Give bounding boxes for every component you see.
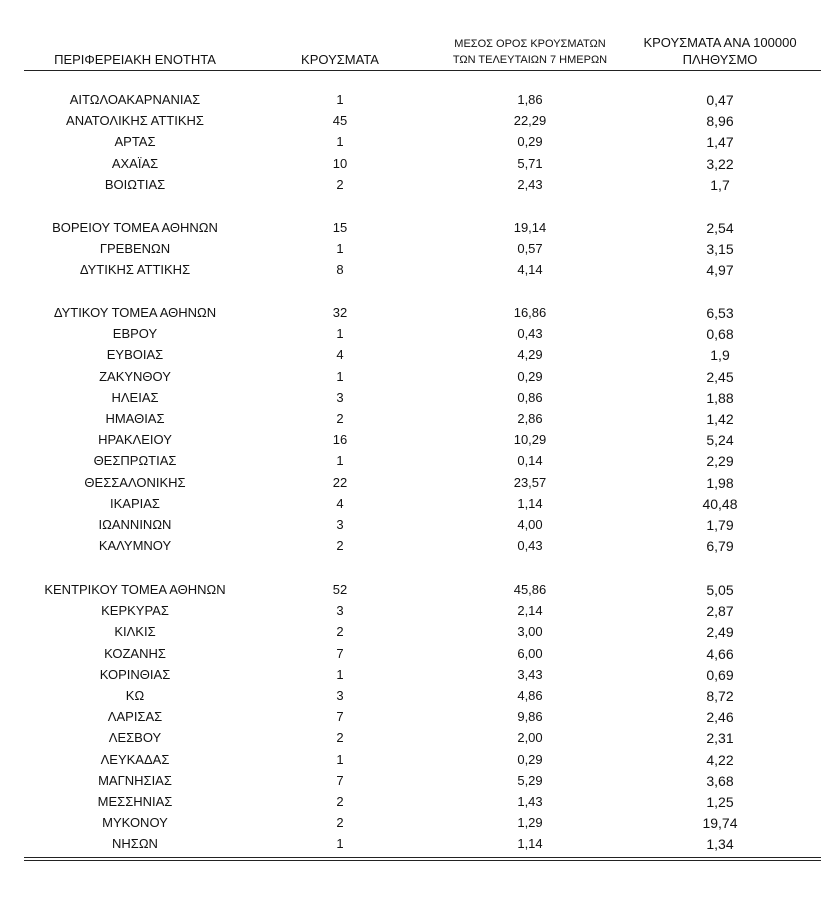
table-row bbox=[0, 582, 821, 602]
table-row bbox=[0, 624, 821, 644]
header-avg-line2: ΤΩΝ ΤΕΛΕΥΤΑΙΩΝ 7 ΗΜΕΡΩΝ bbox=[452, 54, 608, 66]
avg-7day-cell: 0,14 bbox=[517, 453, 543, 469]
per-100k-cell: 8,72 bbox=[706, 688, 734, 704]
per-100k-cell: 4,22 bbox=[706, 751, 734, 768]
cases-cell: 2 bbox=[336, 411, 344, 426]
table-row bbox=[0, 773, 821, 793]
avg-7day-cell: 0,29 bbox=[517, 751, 543, 767]
cases-cell: 15 bbox=[332, 220, 348, 235]
table-row bbox=[0, 156, 821, 176]
cases-cell: 1 bbox=[336, 368, 344, 384]
per-100k-cell: 1,47 bbox=[706, 134, 734, 151]
per-100k-cell: 3,15 bbox=[706, 241, 734, 258]
cases-cell: 1 bbox=[336, 326, 344, 342]
cases-cell: 1 bbox=[336, 241, 344, 257]
region-cell: ΝΗΣΩΝ bbox=[112, 836, 158, 852]
table-row bbox=[0, 177, 821, 197]
region-cell: ΕΒΡΟΥ bbox=[112, 326, 158, 342]
per-100k-cell: 2,46 bbox=[706, 709, 734, 726]
table-row bbox=[0, 411, 821, 431]
region-cell: ΙΚΑΡΙΑΣ bbox=[110, 495, 160, 511]
avg-7day-cell: 19,14 bbox=[513, 220, 547, 235]
per-100k-cell: 8,96 bbox=[706, 113, 734, 130]
region-cell: ΔΥΤΙΚΟΥ ΤΟΜΕΑ ΑΘΗΝΩΝ bbox=[53, 305, 217, 320]
region-cell: ΚΕΡΚΥΡΑΣ bbox=[101, 603, 169, 619]
cases-cell: 7 bbox=[336, 645, 344, 661]
avg-7day-cell: 10,29 bbox=[513, 432, 547, 448]
cases-cell: 1 bbox=[336, 134, 344, 150]
cases-cell: 1 bbox=[336, 92, 344, 107]
per-100k-cell: 6,79 bbox=[706, 538, 734, 555]
table-row bbox=[0, 475, 821, 495]
table-row bbox=[0, 538, 821, 558]
table-row bbox=[0, 667, 821, 687]
per-100k-cell: 4,97 bbox=[706, 262, 734, 279]
avg-7day-cell: 16,86 bbox=[513, 305, 547, 320]
avg-7day-cell: 1,86 bbox=[517, 92, 543, 107]
region-cell: ΘΕΣΠΡΩΤΙΑΣ bbox=[93, 453, 177, 469]
region-cell: ΚΕΝΤΡΙΚΟΥ ΤΟΜΕΑ ΑΘΗΝΩΝ bbox=[44, 582, 226, 597]
table-row bbox=[0, 646, 821, 666]
avg-7day-cell: 1,29 bbox=[517, 815, 543, 831]
header-region: ΠΕΡΙΦΕΡΕΙΑΚΗ ΕΝΟΤΗΤΑ bbox=[54, 52, 216, 67]
cases-cell: 2 bbox=[336, 624, 344, 640]
cases-cell: 16 bbox=[332, 432, 348, 448]
cases-cell: 3 bbox=[336, 389, 344, 405]
avg-7day-cell: 3,43 bbox=[517, 666, 543, 682]
avg-7day-cell: 23,57 bbox=[513, 474, 547, 490]
region-cell: ΗΜΑΘΙΑΣ bbox=[105, 411, 165, 426]
footer-rule-top bbox=[24, 857, 821, 858]
avg-7day-cell: 0,86 bbox=[517, 389, 543, 405]
region-cell: ΑΙΤΩΛΟΑΚΑΡΝΑΝΙΑΣ bbox=[69, 92, 201, 107]
region-cell: ΚΑΛΥΜΝΟΥ bbox=[98, 538, 172, 554]
per-100k-cell: 1,88 bbox=[706, 389, 734, 406]
avg-7day-cell: 1,14 bbox=[517, 495, 543, 511]
per-100k-cell: 1,79 bbox=[706, 517, 734, 533]
per-100k-cell: 1,98 bbox=[706, 474, 734, 491]
per-100k-cell: 2,29 bbox=[706, 453, 734, 470]
region-cell: ΖΑΚΥΝΘΟΥ bbox=[99, 368, 171, 384]
avg-7day-cell: 2,86 bbox=[517, 411, 543, 426]
region-cell: ΛΑΡΙΣΑΣ bbox=[107, 709, 163, 725]
region-cell: ΑΧΑΪΑΣ bbox=[111, 155, 159, 171]
avg-7day-cell: 3,00 bbox=[517, 624, 543, 640]
region-cell: ΜΑΓΝΗΣΙΑΣ bbox=[98, 772, 172, 788]
region-cell: ΔΥΤΙΚΗΣ ΑΤΤΙΚΗΣ bbox=[79, 262, 191, 278]
cases-cell: 22 bbox=[332, 474, 348, 490]
table-row bbox=[0, 815, 821, 835]
per-100k-cell: 0,68 bbox=[706, 326, 734, 343]
avg-7day-cell: 1,14 bbox=[517, 836, 543, 852]
table-row bbox=[0, 688, 821, 708]
region-cell: ΑΝΑΤΟΛΙΚΗΣ ΑΤΤΙΚΗΣ bbox=[66, 113, 204, 129]
per-100k-cell: 4,66 bbox=[706, 645, 734, 662]
table-row bbox=[0, 603, 821, 623]
per-100k-cell: 1,7 bbox=[710, 176, 730, 193]
avg-7day-cell: 2,00 bbox=[517, 730, 543, 746]
per-100k-cell: 19,74 bbox=[702, 815, 738, 832]
avg-7day-cell: 22,29 bbox=[513, 113, 547, 129]
region-cell: ΓΡΕΒΕΝΩΝ bbox=[99, 241, 171, 257]
region-cell: ΒΟΡΕΙΟΥ ΤΟΜΕΑ ΑΘΗΝΩΝ bbox=[52, 220, 218, 235]
table-row bbox=[0, 432, 821, 452]
region-cell: ΗΛΕΙΑΣ bbox=[111, 389, 159, 405]
per-100k-cell: 2,45 bbox=[706, 368, 734, 385]
cases-cell: 2 bbox=[336, 794, 344, 809]
cases-cell: 32 bbox=[332, 305, 348, 320]
table-row bbox=[0, 794, 821, 814]
avg-7day-cell: 0,43 bbox=[517, 326, 543, 342]
cases-cell: 4 bbox=[336, 495, 344, 511]
per-100k-cell: 40,48 bbox=[702, 495, 738, 512]
per-100k-cell: 5,24 bbox=[706, 432, 734, 449]
avg-7day-cell: 0,57 bbox=[517, 241, 543, 257]
avg-7day-cell: 0,29 bbox=[517, 368, 543, 384]
cases-cell: 1 bbox=[336, 836, 344, 852]
avg-7day-cell: 4,00 bbox=[517, 517, 543, 532]
cases-cell: 2 bbox=[336, 730, 344, 746]
cases-cell: 1 bbox=[336, 666, 344, 682]
table-row bbox=[0, 752, 821, 772]
header-per-line2: ΠΛΗΘΥΣΜΟ bbox=[682, 52, 758, 67]
cases-cell: 45 bbox=[332, 113, 348, 129]
table-row bbox=[0, 113, 821, 133]
region-cell: ΚΟΖΑΝΗΣ bbox=[104, 645, 166, 661]
header-avg-line1: ΜΕΣΟΣ ΟΡΟΣ ΚΡΟΥΣΜΑΤΩΝ bbox=[454, 38, 606, 50]
avg-7day-cell: 2,43 bbox=[517, 176, 543, 192]
per-100k-cell: 3,22 bbox=[706, 155, 734, 172]
header-per-line1: ΚΡΟΥΣΜΑΤΑ ΑΝΑ 100000 bbox=[643, 35, 797, 50]
region-cell: ΗΡΑΚΛΕΙΟΥ bbox=[98, 432, 172, 448]
region-cell: ΘΕΣΣΑΛΟΝΙΚΗΣ bbox=[84, 474, 186, 490]
per-100k-cell: 5,05 bbox=[706, 582, 734, 598]
per-100k-cell: 0,47 bbox=[706, 92, 734, 108]
per-100k-cell: 2,31 bbox=[706, 730, 734, 747]
avg-7day-cell: 1,43 bbox=[517, 794, 543, 809]
table-row bbox=[0, 220, 821, 240]
table-row bbox=[0, 134, 821, 154]
per-100k-cell: 1,9 bbox=[710, 347, 730, 364]
cases-cell: 8 bbox=[336, 262, 344, 278]
table-row bbox=[0, 326, 821, 346]
table-row bbox=[0, 262, 821, 282]
per-100k-cell: 1,42 bbox=[706, 411, 734, 427]
header-per-100k bbox=[620, 34, 820, 68]
region-cell: ΒΟΙΩΤΙΑΣ bbox=[104, 176, 166, 192]
cases-cell: 4 bbox=[336, 347, 344, 363]
per-100k-cell: 3,68 bbox=[706, 772, 734, 789]
cases-cell: 1 bbox=[336, 751, 344, 767]
avg-7day-cell: 5,71 bbox=[517, 155, 543, 171]
table-row bbox=[0, 517, 821, 537]
cases-cell: 2 bbox=[336, 176, 344, 192]
region-cell: ΛΕΣΒΟΥ bbox=[108, 730, 162, 746]
avg-7day-cell: 4,29 bbox=[517, 347, 543, 363]
region-cell: ΕΥΒΟΙΑΣ bbox=[106, 347, 164, 363]
table-row bbox=[0, 305, 821, 325]
table-row bbox=[0, 347, 821, 367]
per-100k-cell: 2,49 bbox=[706, 624, 734, 641]
cases-cell: 7 bbox=[336, 772, 344, 788]
region-cell: ΙΩΑΝΝΙΝΩΝ bbox=[98, 517, 172, 532]
cases-cell: 2 bbox=[336, 815, 344, 831]
avg-7day-cell: 5,29 bbox=[517, 772, 543, 788]
avg-7day-cell: 45,86 bbox=[513, 582, 547, 597]
cases-cell: 52 bbox=[332, 582, 348, 597]
per-100k-cell: 6,53 bbox=[706, 305, 734, 321]
per-100k-cell: 0,69 bbox=[706, 666, 734, 683]
region-cell: ΑΡΤΑΣ bbox=[114, 134, 156, 150]
region-cell: ΜΥΚΟΝΟΥ bbox=[102, 815, 168, 831]
header-cases: ΚΡΟΥΣΜΑΤΑ bbox=[301, 52, 379, 67]
avg-7day-cell: 0,43 bbox=[517, 538, 543, 554]
header-rule bbox=[24, 70, 821, 71]
header-avg-7days bbox=[430, 36, 630, 68]
cases-cell: 10 bbox=[332, 155, 348, 171]
cases-cell: 2 bbox=[336, 538, 344, 554]
cases-cell: 3 bbox=[336, 603, 344, 619]
table-row bbox=[0, 836, 821, 856]
cases-cell: 3 bbox=[336, 688, 344, 703]
avg-7day-cell: 2,14 bbox=[517, 603, 543, 619]
region-cell: ΚΟΡΙΝΘΙΑΣ bbox=[99, 666, 171, 682]
footer-rule-bottom bbox=[24, 860, 821, 861]
per-100k-cell: 2,54 bbox=[706, 220, 734, 236]
table-row bbox=[0, 496, 821, 516]
table-row bbox=[0, 92, 821, 112]
avg-7day-cell: 0,29 bbox=[517, 134, 543, 150]
region-cell: ΚΩ bbox=[125, 688, 145, 703]
avg-7day-cell: 6,00 bbox=[517, 645, 543, 661]
region-cell: ΜΕΣΣΗΝΙΑΣ bbox=[97, 794, 173, 809]
avg-7day-cell: 4,14 bbox=[517, 262, 543, 278]
region-cell: ΛΕΥΚΑΔΑΣ bbox=[100, 751, 170, 767]
avg-7day-cell: 9,86 bbox=[517, 709, 543, 725]
per-100k-cell: 2,87 bbox=[706, 603, 734, 620]
table-row bbox=[0, 241, 821, 261]
region-cell: ΚΙΛΚΙΣ bbox=[114, 624, 156, 640]
cases-cell: 7 bbox=[336, 709, 344, 725]
table-row bbox=[0, 730, 821, 750]
avg-7day-cell: 4,86 bbox=[517, 688, 543, 703]
table-row bbox=[0, 709, 821, 729]
per-100k-cell: 1,25 bbox=[706, 794, 734, 810]
cases-cell: 3 bbox=[336, 517, 344, 532]
table-row bbox=[0, 453, 821, 473]
table-row bbox=[0, 390, 821, 410]
per-100k-cell: 1,34 bbox=[706, 836, 734, 853]
cases-cell: 1 bbox=[336, 453, 344, 469]
table-row bbox=[0, 369, 821, 389]
